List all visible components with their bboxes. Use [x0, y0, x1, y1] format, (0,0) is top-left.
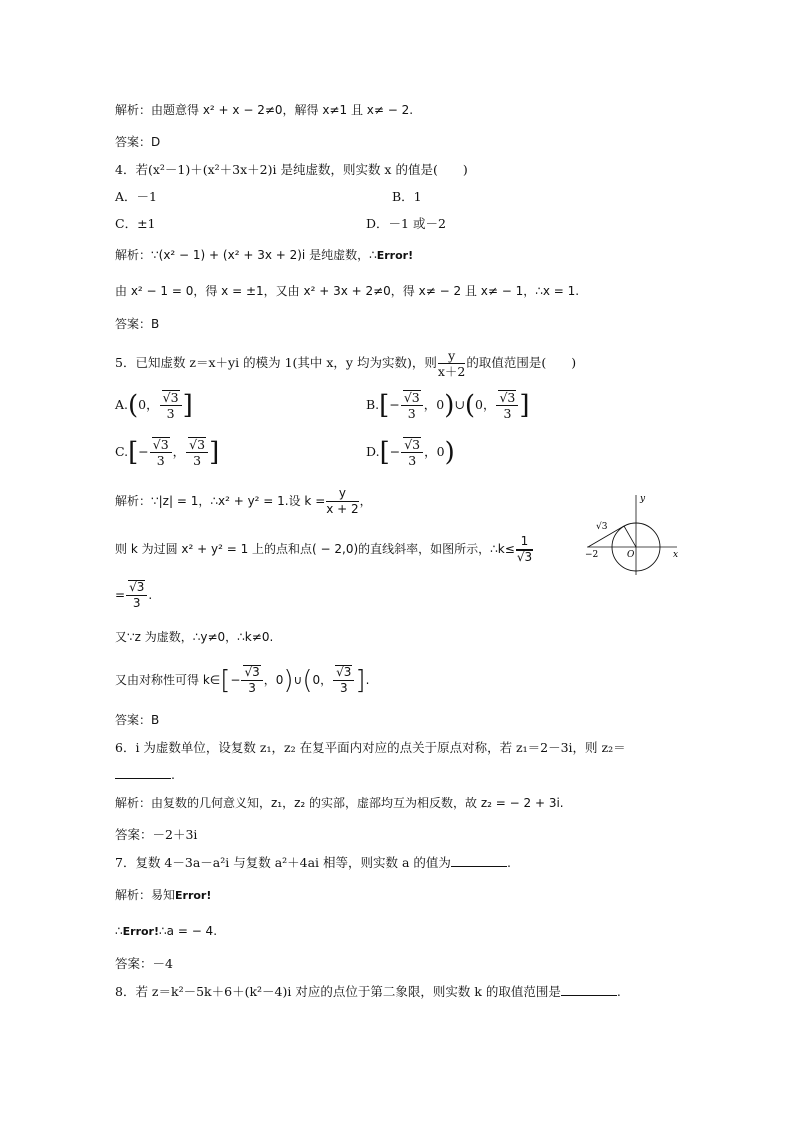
question-text: 5．已知虚数 z＝x＋yi 的模为 1(其中 x，y 均为实数)，则	[115, 355, 437, 370]
error-text: Error!	[122, 925, 160, 938]
value: 0	[436, 444, 445, 459]
option-letter: B.	[366, 397, 380, 412]
option-c	[115, 437, 219, 468]
period: .	[506, 855, 511, 870]
y-label: y	[640, 494, 646, 504]
answer-blank	[451, 854, 507, 867]
sqrt: √3	[162, 390, 179, 405]
numerator	[401, 437, 423, 453]
denominator	[516, 550, 533, 565]
minus: −	[389, 444, 401, 459]
answer-line: 答案：B	[115, 317, 160, 331]
minus: −	[138, 444, 149, 459]
fraction	[326, 486, 358, 517]
question-5	[115, 348, 576, 379]
union: ∪	[454, 397, 465, 412]
numerator: y	[326, 486, 358, 502]
bracket: )	[444, 390, 455, 421]
question-4: 4．若(x²－1)＋(x²＋3x＋2)i 是纯虚数，则实数 x 的值是( )	[115, 162, 468, 177]
question-text: 7．复数 4－3a－a²i 与复数 a²＋4ai 相等，则实数 a 的值为	[115, 855, 451, 870]
solution-line	[115, 486, 372, 517]
x-label: x	[673, 550, 679, 560]
minus: −	[230, 673, 241, 687]
numerator	[186, 437, 208, 453]
comma: ，	[172, 444, 186, 459]
numerator	[160, 390, 182, 406]
denominator: 3	[339, 681, 348, 695]
fraction	[401, 390, 423, 421]
error-text: Error!	[376, 249, 414, 262]
bracket: ]	[355, 665, 366, 696]
denominator: 3	[408, 453, 417, 468]
bracket: [	[379, 437, 390, 468]
solution-line: 由 x² − 1 = 0，得 x = ±1，又由 x² + 3x + 2≠0，得 x≠ − 2 且 x≠ − 1，∴x = 1.	[115, 284, 580, 298]
numerator	[150, 437, 172, 453]
solution-text: ，	[359, 494, 372, 508]
sqrt: √3	[403, 390, 420, 405]
minus: −	[389, 397, 400, 412]
fraction	[186, 437, 208, 468]
minus2-label: −2	[585, 550, 599, 560]
denominator: 3	[132, 596, 141, 610]
numerator	[241, 665, 262, 681]
question-7	[115, 854, 511, 872]
numerator: y	[438, 348, 466, 364]
comma: ，	[263, 673, 276, 687]
period: .	[616, 984, 621, 999]
option-c: C．±1	[115, 216, 156, 231]
fraction	[160, 390, 182, 421]
bracket: [	[128, 437, 139, 468]
denominator: 3	[166, 406, 175, 421]
union: ∪	[293, 673, 303, 687]
bracket: ]	[519, 390, 530, 421]
question-text: 8．若 z＝k²－5k＋6＋(k²－4)i 对应的点位于第二象限，则实数 k 的取值范围是	[115, 984, 561, 999]
option-b: B．1	[392, 189, 422, 204]
sqrt: √3	[152, 437, 169, 452]
value: 0	[312, 673, 321, 687]
bracket: [	[379, 390, 390, 421]
equals: =	[115, 588, 126, 602]
sqrt: √3	[516, 550, 533, 564]
period: .	[365, 673, 370, 687]
fraction	[516, 534, 533, 565]
comma: ，	[423, 397, 437, 412]
solution-text: ∴a = − 4.	[159, 924, 218, 938]
fraction	[401, 437, 423, 468]
solution-text: 则 k 为过圆 x² + y² = 1 上的点和点( − 2,0)的直线斜率，如图所示，∴k≤	[115, 542, 515, 556]
bracket: (	[464, 390, 475, 421]
denominator: 3	[193, 453, 202, 468]
option-a: A．－1	[115, 189, 157, 204]
bracket: )	[444, 437, 455, 468]
numerator	[496, 390, 518, 406]
solution-line: 解析：由复数的几何意义知，z₁，z₂ 的实部，虚部均互为相反数，故 z₂ = − 2 + 3i.	[115, 796, 564, 810]
bracket: [	[220, 665, 231, 696]
fraction	[333, 665, 354, 696]
numerator	[401, 390, 423, 406]
option-letter: D.	[366, 444, 380, 459]
sqrt: √3	[499, 390, 516, 405]
question-6-blank-line	[115, 766, 175, 784]
denominator: 3	[156, 453, 165, 468]
value: 0	[138, 397, 147, 412]
denominator: x＋2	[437, 364, 466, 379]
denominator: x + 2	[326, 502, 359, 516]
period: .	[148, 588, 153, 602]
sqrt: √3	[129, 580, 145, 594]
fraction	[150, 437, 172, 468]
solution-text: 解析：易知	[115, 888, 176, 902]
radius-line	[624, 526, 636, 547]
solution-line: 又∵z 为虚数，∴y≠0，∴k≠0.	[115, 630, 274, 644]
denominator: 3	[248, 681, 256, 695]
origin-label: O	[627, 550, 635, 560]
question-6: 6．i 为虚数单位，设复数 z₁，z₂ 在复平面内对应的点关于原点对称，若 z₁＝2－3i，则 z₂＝	[115, 740, 626, 755]
answer-line: 答案：－4	[115, 956, 173, 971]
bracket: ]	[182, 390, 193, 421]
option-b	[366, 390, 530, 421]
question-text: 的取值范围是( )	[466, 355, 577, 370]
value: 0	[436, 397, 445, 412]
bracket: (	[128, 390, 139, 421]
option-letter: C.	[115, 444, 129, 459]
fraction	[126, 580, 147, 611]
option-d: D．－1 或－2	[366, 216, 446, 231]
solution-text: 又由对称性可得 k∈	[115, 673, 221, 687]
option-a	[115, 390, 193, 421]
value: 0	[475, 397, 483, 412]
value: 0	[275, 673, 284, 687]
comma: ，	[482, 397, 496, 412]
solution-line	[115, 580, 152, 611]
comma: ，	[320, 673, 333, 687]
solution-text: 解析：∵|z| = 1，∴x² + y² = 1.设 k =	[115, 494, 326, 508]
bracket: ]	[209, 437, 220, 468]
answer-line: 答案：－2＋3i	[115, 827, 198, 842]
numerator: 1	[516, 534, 533, 550]
option-d	[366, 437, 455, 468]
sqrt: √3	[404, 437, 421, 452]
fraction	[241, 665, 262, 696]
solution-line	[115, 922, 217, 941]
bracket: )	[283, 665, 294, 696]
therefore: ∴	[115, 924, 123, 938]
sqrt3-label: √3	[596, 522, 608, 532]
denominator: 3	[503, 406, 512, 421]
sqrt: √3	[244, 665, 260, 679]
answer-blank	[561, 983, 617, 996]
answer-blank	[115, 766, 171, 779]
solution-line	[115, 246, 413, 265]
sqrt: √3	[336, 665, 352, 679]
question-8	[115, 983, 621, 1001]
solution-line	[115, 886, 211, 905]
sqrt: √3	[189, 437, 206, 452]
comma: ，	[146, 397, 159, 412]
error-text: Error!	[175, 889, 212, 902]
comma: ，	[424, 444, 437, 459]
period: .	[171, 767, 175, 782]
numerator	[333, 665, 354, 681]
fraction	[496, 390, 518, 421]
bracket: (	[302, 665, 313, 696]
solution-line	[115, 534, 534, 565]
answer-line: 答案：B	[115, 713, 160, 727]
circle-figure	[585, 493, 685, 577]
numerator	[126, 580, 147, 596]
solution-line: 解析：由题意得 x² + x − 2≠0，解得 x≠1 且 x≠ − 2.	[115, 103, 414, 117]
answer-line: 答案：D	[115, 135, 161, 149]
denominator: 3	[407, 406, 416, 421]
solution-line	[115, 665, 369, 696]
fraction	[438, 348, 466, 379]
solution-text: 解析：∵(x² − 1) + (x² + 3x + 2)i 是纯虚数，∴	[115, 248, 377, 262]
option-letter: A.	[115, 397, 129, 412]
